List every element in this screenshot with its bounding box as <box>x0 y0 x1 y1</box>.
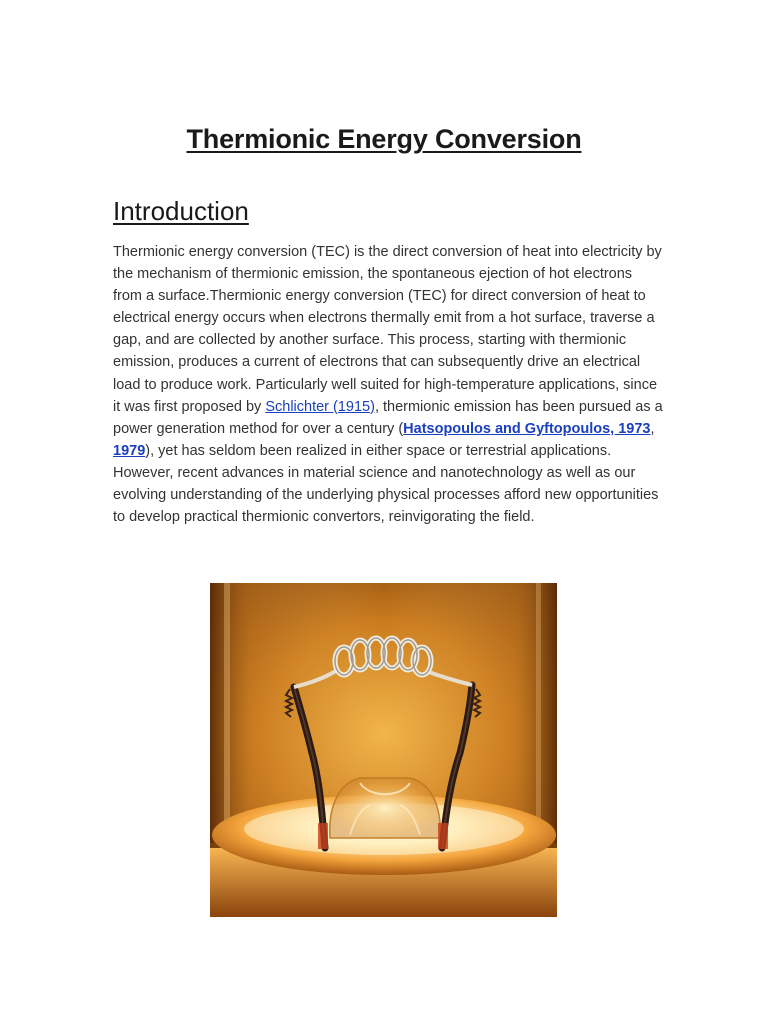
vacuum-tube-filament-image <box>210 583 557 917</box>
paragraph-text-separator: , <box>650 420 655 437</box>
thermionic-vacuum-tube-photo <box>210 583 557 917</box>
paragraph-text-part2: , thermionic emission has been pursued as a power generation method for over a century ( <box>113 398 663 437</box>
paragraph-text-part1: Thermionic energy conversion (TEC) is the direct conversion of heat into electricity by the mechanism of thermionic emission, the spontaneous ejection of hot electrons from a surface.Thermionic energy conversion (TEC) for direct conversion of heat to electrical energy occurs when electrons thermally emit from a hot surface, traverse a gap, and are collected by another surface. This process, starting with thermionic emission, produces a current of electrons that can subsequently drive an electrical load to produce work. Particularly well suited for high-temperature applications, since it was first proposed by <box>113 244 662 415</box>
citation-link-hatsopoulos[interactable]: Hatsopoulos and Gyftopoulos, 1973 <box>403 420 651 437</box>
citation-link-1979[interactable]: 1979 <box>113 442 146 459</box>
introduction-paragraph <box>113 241 663 528</box>
paragraph-text-part3: ), yet has seldom been realized in either space or terrestrial applications. However, recent advances in material science and nanotechnology as well as our evolving understanding of the underlying physical processes afford new opportunities to develop practical thermionic convertors, reinvigorating the field. <box>113 442 659 526</box>
citation-link-schlichter[interactable]: Schlichter (1915) <box>265 398 375 415</box>
document-title: Thermionic Energy Conversion <box>186 124 582 154</box>
section-heading-introduction: Introduction <box>113 196 249 226</box>
